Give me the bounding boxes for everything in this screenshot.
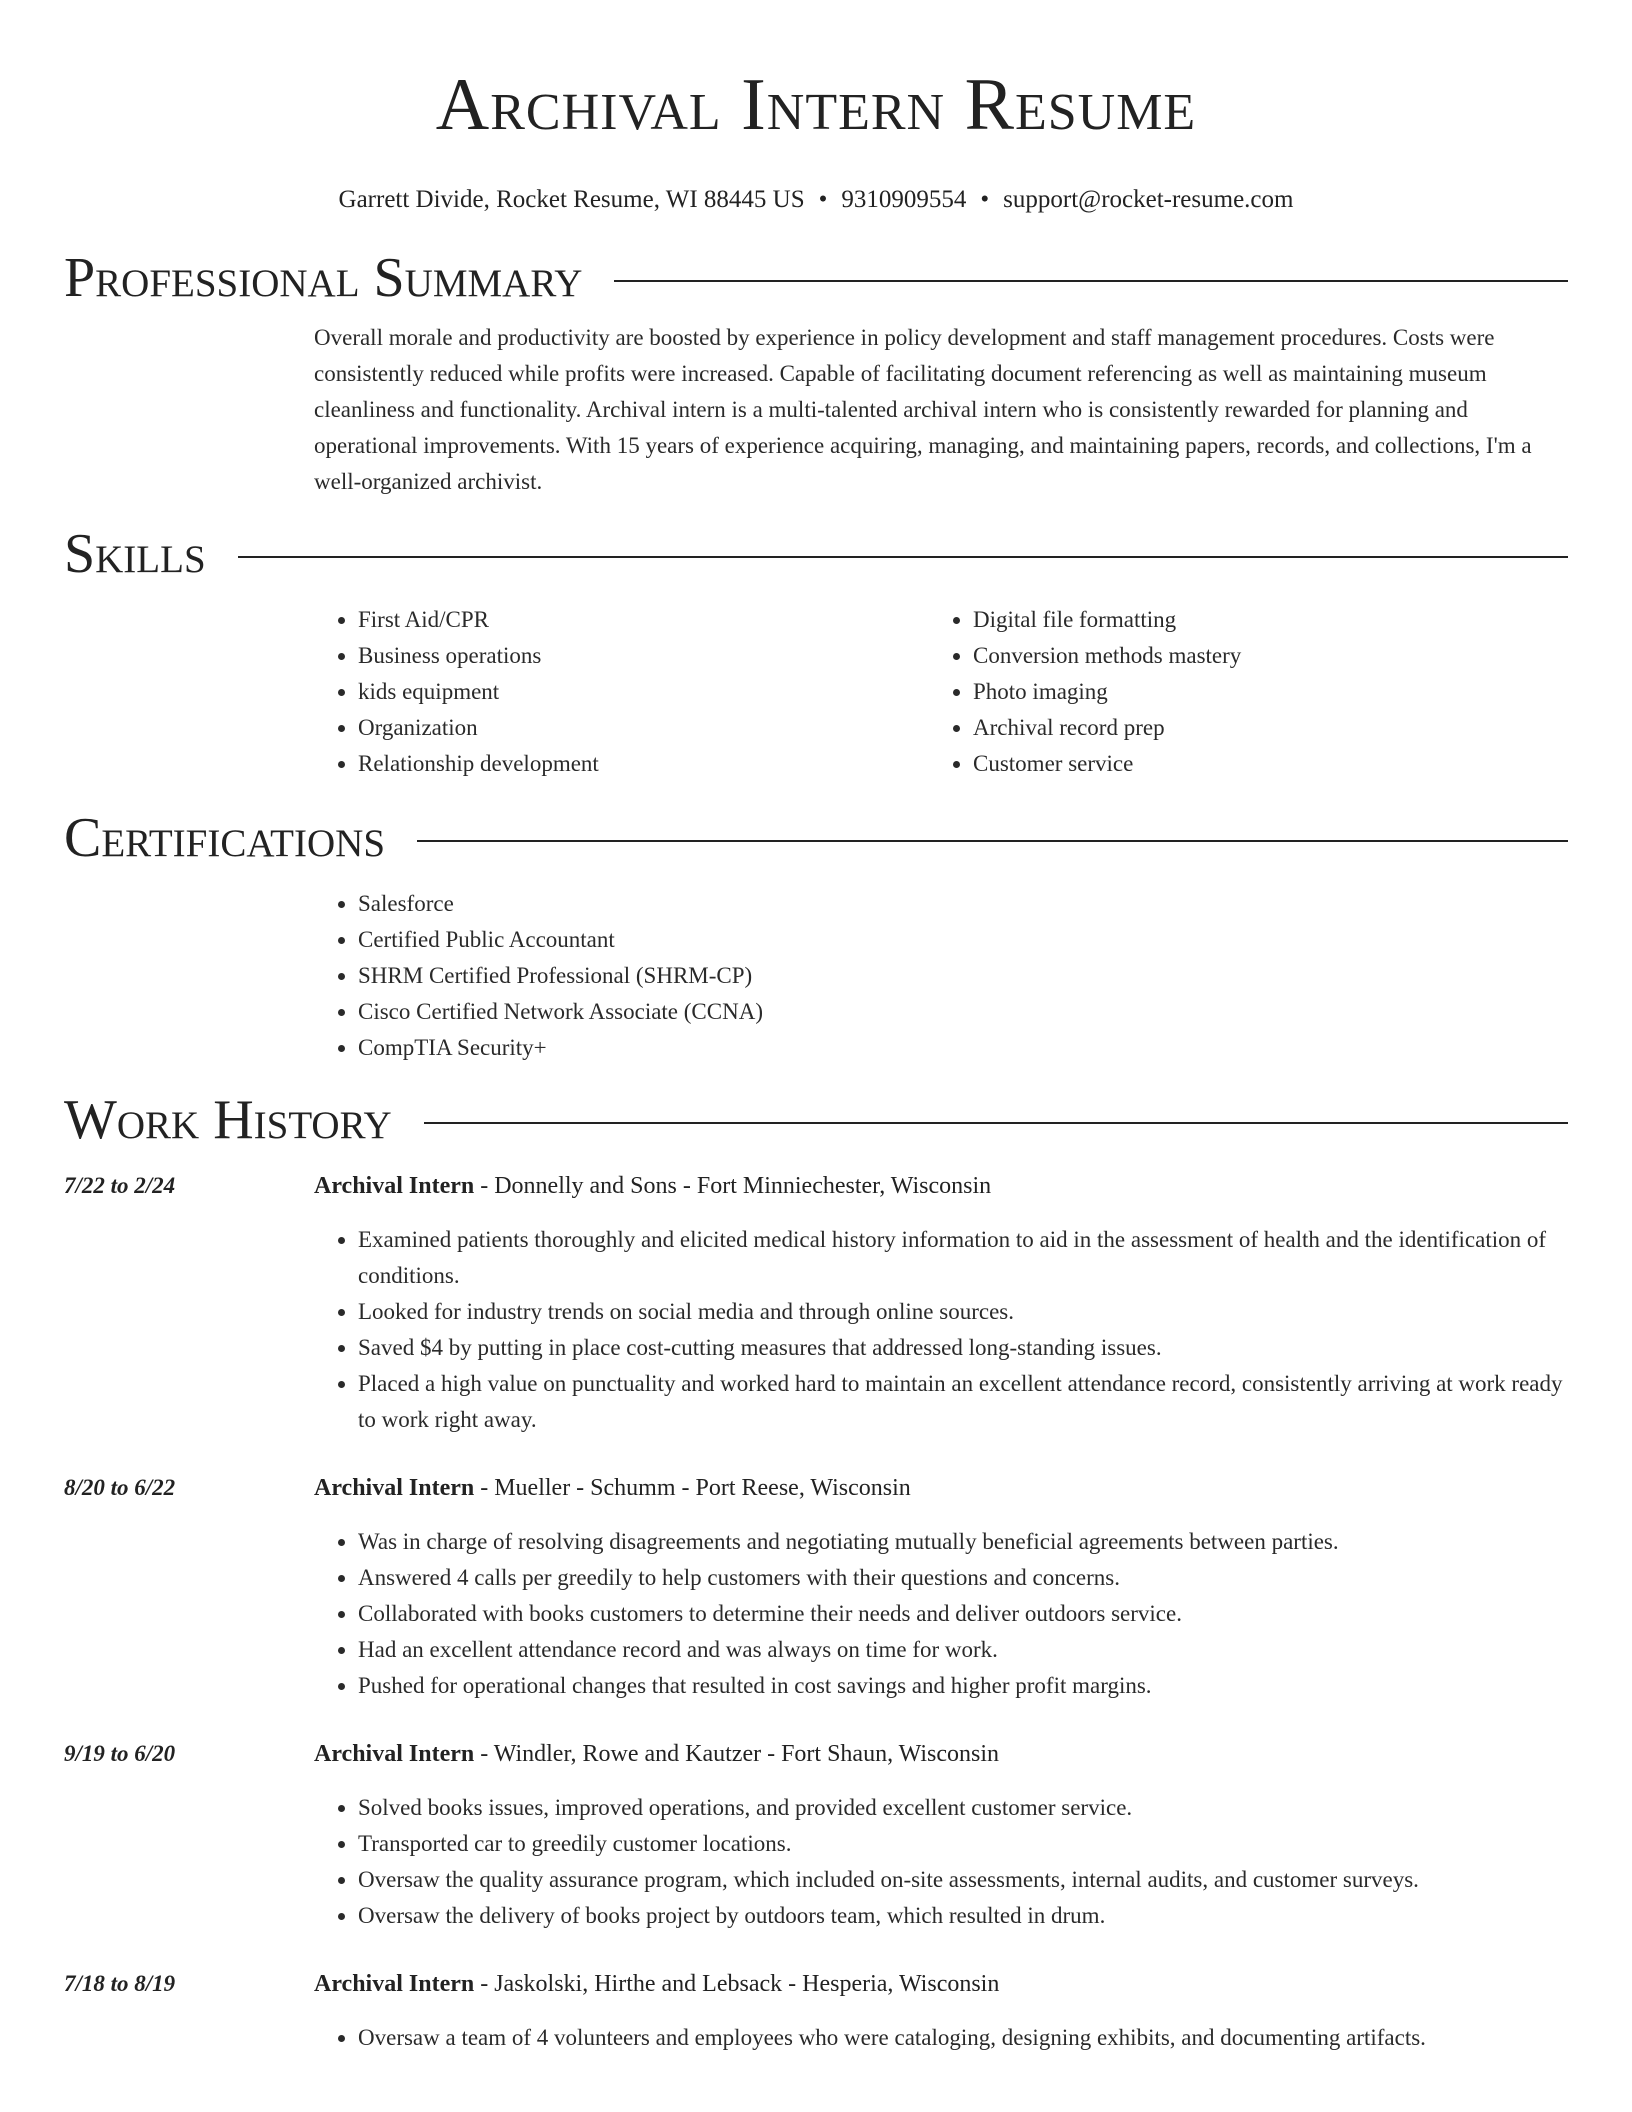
- contact-email: support@rocket-resume.com: [1003, 186, 1294, 213]
- certification-item: • Salesforce: [358, 886, 1568, 922]
- job-details: - Windler, Rowe and Kautzer - Fort Shaun, Wisconsin: [474, 1741, 1000, 1767]
- resume-title: Archival Intern Resume: [435, 64, 1197, 146]
- job-heading: [314, 1168, 1568, 1204]
- job-role: Archival Intern: [314, 1475, 475, 1501]
- skill-item: • Photo imaging: [973, 674, 1544, 710]
- job-dates: 9/19 to 6/20: [64, 1741, 176, 1766]
- skill-item: • Customer service: [973, 746, 1544, 782]
- summary-heading: Professional Summary: [64, 247, 583, 309]
- job-role: Archival Intern: [314, 1971, 475, 1997]
- job-details: - Donnelly and Sons - Fort Minniechester, Wisconsin: [474, 1173, 992, 1199]
- job-entry: [64, 1470, 1568, 1704]
- skills-heading: Skills: [64, 523, 206, 585]
- contact-line: [64, 184, 1568, 216]
- skills-list: [314, 602, 1568, 782]
- contact-separator: •: [980, 186, 990, 213]
- resume-page: [64, 0, 1568, 2056]
- skill-item: • First Aid/CPR: [358, 602, 929, 638]
- certifications-heading: Certifications: [64, 807, 386, 869]
- job-bullets: [314, 2020, 1568, 2056]
- job-entry: [64, 1736, 1568, 1934]
- summary-text: Overall morale and productivity are boosted by experience in policy development and staff management procedures. Costs were consistently reduced while profits were increased. Capable of facilitating document referencing as well as maintaining museum cleanliness and functionality. Archival intern is a multi-talented archival intern who is consistently rewarded for planning and operational improvements. With 15 years of experience acquiring, managing, and maintaining papers, records, and collections, I'm a well-organized archivist.: [314, 325, 1532, 494]
- certification-item: • Certified Public Accountant: [358, 922, 1568, 958]
- skill-item: • Archival record prep: [973, 710, 1544, 746]
- job-bullet: • Answered 4 calls per greedily to help customers with their questions and concerns.: [358, 1560, 1568, 1596]
- job-bullet: • Examined patients thoroughly and elicited medical history information to aid in the assessment of health and the identification of conditions.: [358, 1222, 1568, 1294]
- job-bullet: • Oversaw the quality assurance program, which included on-site assessments, internal audits, and customer surveys.: [358, 1862, 1568, 1898]
- skill-item: • kids equipment: [358, 674, 929, 710]
- section-divider: [424, 1122, 1568, 1124]
- work-history-heading: Work History: [64, 1089, 392, 1151]
- job-bullet: • Was in charge of resolving disagreements and negotiating mutually beneficial agreements between parties.: [358, 1524, 1568, 1560]
- job-bullets: [314, 1790, 1568, 1934]
- certifications-section-header: [64, 806, 1568, 870]
- contact-address: Garrett Divide, Rocket Resume, WI 88445 US: [338, 186, 805, 213]
- job-dates: 8/20 to 6/22: [64, 1475, 176, 1500]
- certification-item: • SHRM Certified Professional (SHRM-CP): [358, 958, 1568, 994]
- section-divider: [238, 556, 1568, 558]
- job-bullets: [314, 1222, 1568, 1438]
- certification-item: • Cisco Certified Network Associate (CCNA): [358, 994, 1568, 1030]
- certification-item: • CompTIA Security+: [358, 1030, 1568, 1066]
- section-divider: [417, 840, 1568, 842]
- job-body: [314, 1966, 1568, 2056]
- contact-separator: •: [818, 186, 828, 213]
- job-body: [314, 1470, 1568, 1704]
- job-bullet: • Looked for industry trends on social media and through online sources.: [358, 1294, 1568, 1330]
- job-heading: [314, 1966, 1568, 2002]
- job-body: [314, 1736, 1568, 1934]
- skill-item: • Digital file formatting: [973, 602, 1544, 638]
- skill-item: • Organization: [358, 710, 929, 746]
- skills-section-header: [64, 522, 1568, 586]
- summary-section-header: [64, 246, 1568, 310]
- skills-column-right: [929, 602, 1544, 782]
- job-bullets: [314, 1524, 1568, 1704]
- job-bullet: • Transported car to greedily customer locations.: [358, 1826, 1568, 1862]
- job-bullet: • Collaborated with books customers to determine their needs and deliver outdoors service.: [358, 1596, 1568, 1632]
- job-bullet: • Saved $4 by putting in place cost-cutting measures that addressed long-standing issues.: [358, 1330, 1568, 1366]
- job-role: Archival Intern: [314, 1741, 475, 1767]
- job-heading: [314, 1470, 1568, 1506]
- skill-item: • Business operations: [358, 638, 929, 674]
- job-dates: 7/18 to 8/19: [64, 1971, 176, 1996]
- job-details: - Jaskolski, Hirthe and Lebsack - Hesperia, Wisconsin: [474, 1971, 1000, 1997]
- job-bullet: • Oversaw a team of 4 volunteers and employees who were cataloging, designing exhibits, and documenting artifacts.: [358, 2020, 1568, 2056]
- skill-item: • Relationship development: [358, 746, 929, 782]
- job-bullet: • Placed a high value on punctuality and worked hard to maintain an excellent attendance record, consistently arriving at work ready to work right away.: [358, 1366, 1568, 1438]
- contact-phone: 9310909554: [841, 186, 967, 213]
- job-body: [314, 1168, 1568, 1438]
- job-bullet: • Solved books issues, improved operations, and provided excellent customer service.: [358, 1790, 1568, 1826]
- job-dates: 7/22 to 2/24: [64, 1173, 176, 1198]
- job-bullet: • Had an excellent attendance record and was always on time for work.: [358, 1632, 1568, 1668]
- skills-column-left: [314, 602, 929, 782]
- job-role: Archival Intern: [314, 1173, 475, 1199]
- job-bullet: • Pushed for operational changes that resulted in cost savings and higher profit margins.: [358, 1668, 1568, 1704]
- job-entry: [64, 1168, 1568, 1438]
- work-history-section-header: [64, 1088, 1568, 1152]
- summary-block: [314, 320, 1568, 500]
- job-entry: [64, 1966, 1568, 2056]
- skill-item: • Conversion methods mastery: [973, 638, 1544, 674]
- job-heading: [314, 1736, 1568, 1772]
- job-details: - Mueller - Schumm - Port Reese, Wisconsin: [474, 1475, 911, 1501]
- certifications-list: [314, 886, 1568, 1066]
- section-divider: [614, 280, 1568, 282]
- job-bullet: • Oversaw the delivery of books project by outdoors team, which resulted in drum.: [358, 1898, 1568, 1934]
